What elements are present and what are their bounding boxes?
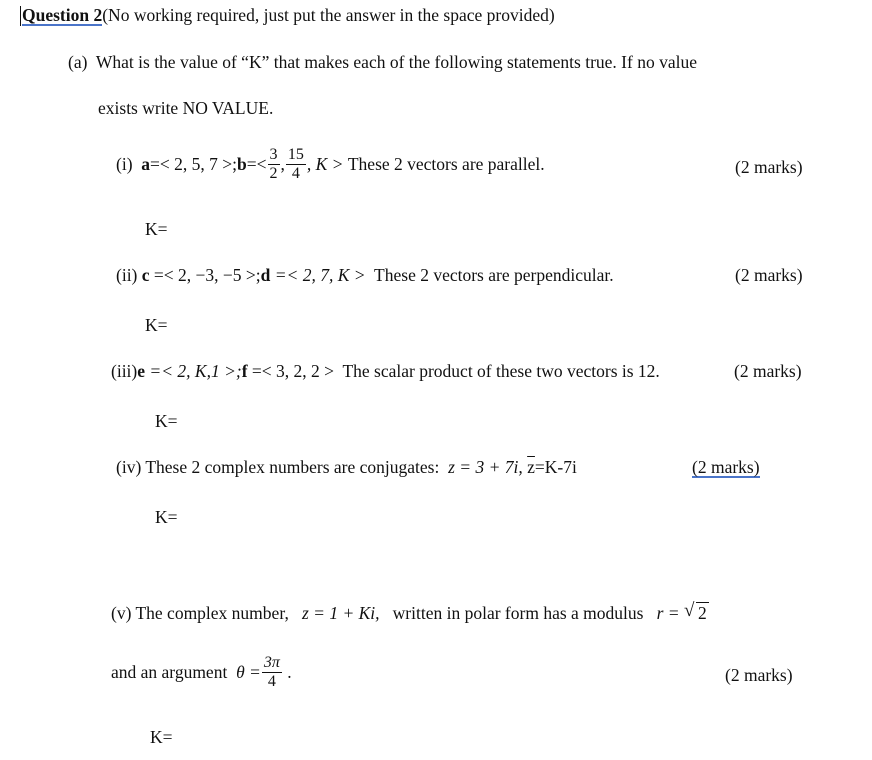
part-a-label: (a) (68, 52, 88, 72)
item-i-label: (i) (116, 154, 133, 174)
modulus-r: r = (656, 603, 680, 623)
item-iii-label: (iii) (111, 361, 138, 381)
part-a-text: What is the value of “K” that makes each of the following statements true. If no value (95, 52, 697, 72)
vector-c: c (141, 265, 150, 285)
vector-f-value: =< 3, 2, 2 > (251, 361, 335, 381)
answer-field-iv[interactable]: K= (155, 507, 178, 527)
item-v-label: (v) (111, 603, 132, 623)
part-a-line2: exists write NO VALUE. (98, 98, 274, 118)
answer-field-v[interactable]: K= (150, 727, 173, 747)
item-ii-text: These 2 vectors are perpendicular. (374, 265, 614, 285)
complex-z: z = 3 + 7i, (448, 457, 523, 477)
question-title: Question 2 (22, 5, 103, 25)
square-root (683, 600, 709, 624)
item-i (116, 147, 545, 182)
vector-d: d (260, 265, 271, 285)
answer-field-ii[interactable]: K= (145, 315, 168, 335)
item-iv-marks (692, 457, 760, 478)
item-iv-text: These 2 complex numbers are conjugates: (145, 457, 440, 477)
fraction-separator: , (280, 154, 285, 174)
complex-z-conjugate: $\overline{z}$ (527, 457, 535, 477)
item-iii-marks: (2 marks) (734, 361, 802, 381)
fraction-denominator: 4 (267, 673, 276, 690)
item-iv (116, 457, 577, 478)
item-v-marks: (2 marks) (725, 665, 793, 685)
vector-b-open: =< (246, 154, 267, 174)
answer-field-i[interactable]: K= (145, 219, 168, 239)
vector-a-value: =< 2, 5, 7 >; (150, 154, 238, 174)
item-ii-marks: (2 marks) (735, 265, 803, 285)
period: . (287, 662, 292, 682)
item-iv-marks-text: (2 marks) (692, 457, 760, 477)
vector-c-value: =< 2, −3, −5 >; (153, 265, 261, 285)
vector-b: b (237, 154, 247, 174)
item-v-line1 (111, 600, 709, 624)
item-v-text1: The complex number, (135, 603, 289, 623)
question-instruction: (No working required, just put the answer in the space provided) (102, 5, 555, 25)
vector-f: f (241, 361, 248, 381)
item-iii (111, 361, 660, 382)
item-i-marks: (2 marks) (735, 157, 803, 177)
item-v-text3: and an argument (111, 662, 228, 682)
fraction-denominator: 4 (291, 165, 300, 182)
fraction-15-4 (286, 147, 306, 182)
argument-theta: θ = (236, 662, 261, 682)
complex-z-conjugate-value: =K-7i (534, 457, 577, 477)
answer-field-iii[interactable]: K= (155, 411, 178, 431)
question-header (22, 5, 555, 26)
vector-b-close: , K > (306, 154, 344, 174)
fraction-denominator: 2 (269, 165, 278, 182)
part-a-line1 (68, 52, 697, 73)
vector-e-value: =< 2, K,1 >; (149, 361, 242, 381)
item-v-text2: written in polar form has a modulus (392, 603, 644, 623)
item-iii-text: The scalar product of these two vectors is 12. (342, 361, 660, 381)
radical-sign: √ (683, 600, 695, 621)
fraction-numerator: 15 (287, 146, 304, 163)
fraction-numerator: 3π (263, 654, 280, 671)
complex-z-v: z = 1 + Ki, (301, 603, 380, 623)
item-v-line2 (111, 655, 292, 690)
vector-d-value: =< 2, 7, K > (274, 265, 366, 285)
item-ii (116, 265, 614, 286)
fraction-3pi-4 (262, 655, 282, 690)
fraction-numerator: 3 (269, 146, 278, 163)
text-cursor (20, 6, 21, 26)
item-iv-label: (iv) (116, 457, 142, 477)
fraction-3-2 (268, 147, 280, 182)
item-ii-label: (ii) (116, 265, 138, 285)
vector-e: e (137, 361, 146, 381)
radicand: 2 (697, 603, 707, 623)
item-i-text: These 2 vectors are parallel. (347, 154, 545, 174)
vector-a: a (141, 154, 151, 174)
